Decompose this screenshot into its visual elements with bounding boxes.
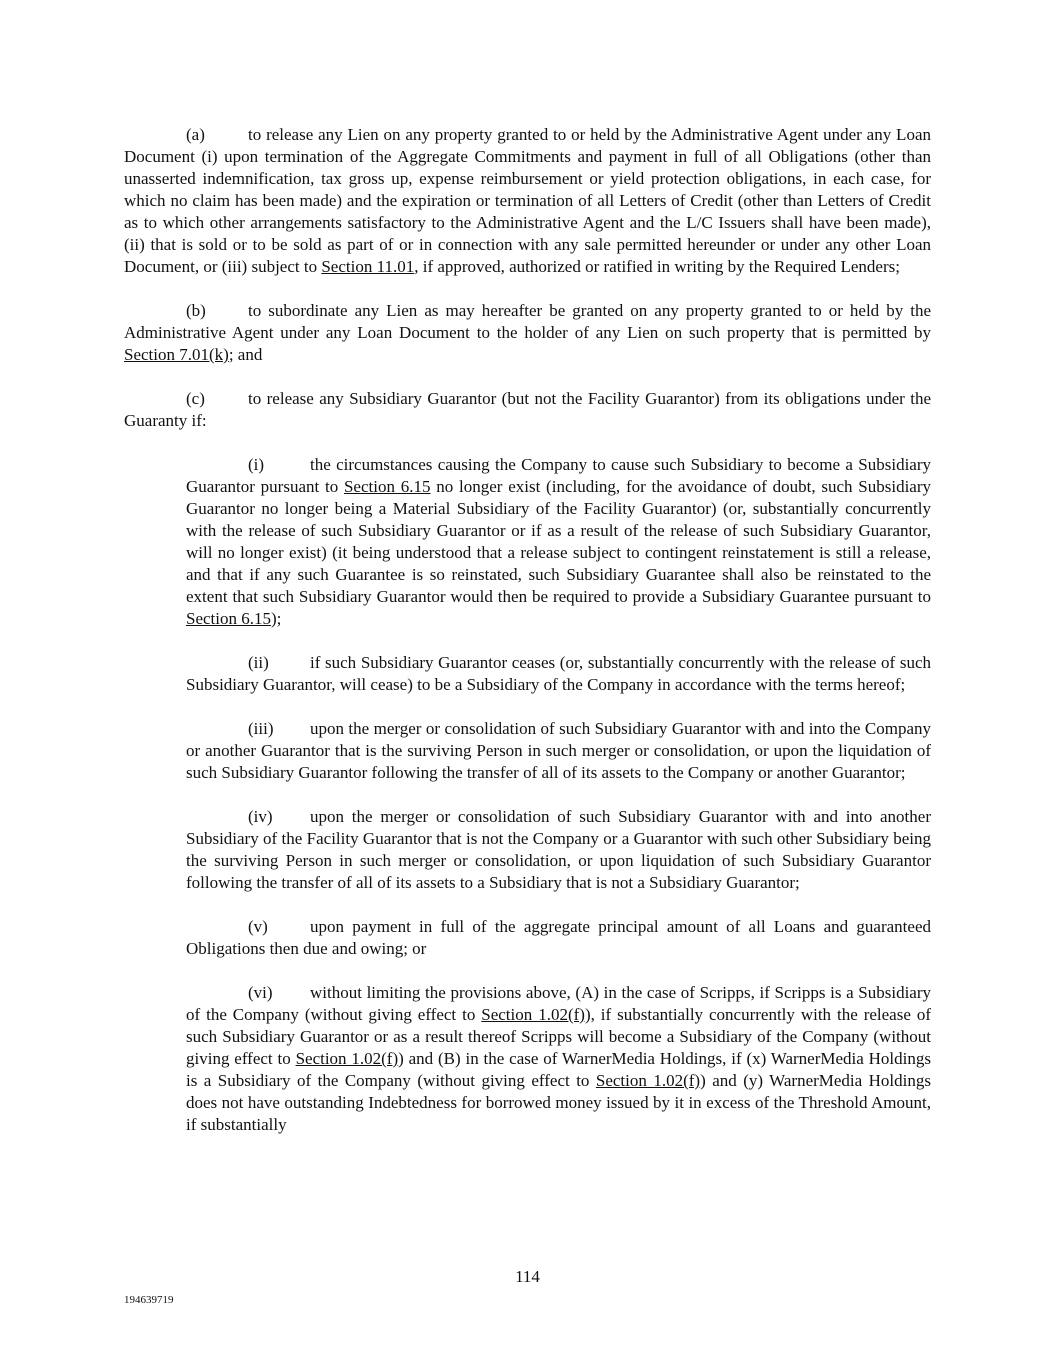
clause-text: ); bbox=[271, 609, 282, 628]
clause-text: no longer exist (including, for the avoidance of doubt, such Subsidiary Guarantor no longer being a Material Subsidiary of the Facility Guarantor) (or, substantially concurrently with the release of such Subsidiary Guarantor or if as a result of the release of such Subsidiary Guarantor, will no longer exist) (it being understood that a release subject to contingent reinstatement is still a release, and that if any such Guarantee is so reinstated, such Subsidiary Guarantee shall also be reinstated to the extent that such Subsidiary Guarantor would then be required to provide a Subsidiary Guarantee pursuant to bbox=[186, 477, 932, 606]
clause-text: the circumstances causing the Company to cause such Subsidiary to become a Subsidiary Guarantor pursuant to bbox=[186, 455, 931, 496]
subclause-ii bbox=[186, 652, 931, 696]
clause-label: (ii) bbox=[248, 653, 269, 672]
clause-text: upon the merger or consolidation of such Subsidiary Guarantor with and into another Subsidiary of the Facility Guarantor that is not the Company or a Guarantor with such other Subsidiary being the surviving Person in such merger or consolidation, or upon liquidation of such Subsidiary Guarantor following the transfer of all of its assets to a Subsidiary that is not a Subsidiary Guarantor; bbox=[186, 807, 931, 892]
clause-label: (vi) bbox=[248, 983, 273, 1002]
clause-label: (c) bbox=[186, 389, 205, 408]
clause-text: upon the merger or consolidation of such Subsidiary Guarantor with and into the Company or another Guarantor that is the surviving Person in such merger or consolidation, or upon the liquidation of such Subsidiary Guarantor following the transfer of all of its assets to the Company or another Guarantor; bbox=[186, 719, 931, 782]
page-number: 114 bbox=[515, 1267, 540, 1286]
subclause-i bbox=[186, 454, 931, 630]
subclause-iv bbox=[186, 806, 931, 894]
document-body bbox=[124, 124, 931, 1158]
document-id: 194639719 bbox=[124, 1294, 174, 1306]
clause-text: if such Subsidiary Guarantor ceases (or, substantially concurrently with the release of such Subsidiary Guarantor, will cease) to be a Subsidiary of the Company in accordance with the terms hereof; bbox=[186, 653, 931, 694]
subclause-v bbox=[186, 916, 931, 960]
subclause-iii bbox=[186, 718, 931, 784]
subclause-vi bbox=[186, 982, 931, 1136]
clause-label: (b) bbox=[186, 301, 206, 320]
clause-label: (v) bbox=[248, 917, 268, 936]
clause-text: ; and bbox=[228, 345, 263, 364]
clause-text: ) and (B) in the case of WarnerMedia Holdings, if (x) WarnerMedia Holdings is a Subsidiary of the Company (without giving effect to bbox=[186, 1049, 931, 1090]
clause-label: (iii) bbox=[248, 719, 274, 738]
clause-label: (i) bbox=[248, 455, 265, 474]
clause-text: ) and (y) WarnerMedia Holdings does not have outstanding Indebtedness for borrowed money issued by it in excess of the Threshold Amount, if substantially bbox=[186, 1071, 931, 1134]
clause-label: (iv) bbox=[248, 807, 273, 826]
section-reference-link[interactable]: Section 6.15 bbox=[186, 609, 271, 628]
section-reference-link[interactable]: Section 11.01 bbox=[321, 257, 415, 276]
clause-text: without limiting the provisions above, (A) in the case of Scripps, if Scripps is a Subsidiary of the Company (without giving effect to bbox=[186, 983, 931, 1024]
clause-text: to release any Subsidiary Guarantor (but not the Facility Guarantor) from its obligations under the Guaranty if: bbox=[124, 389, 931, 430]
section-reference-link[interactable]: Section 6.15 bbox=[343, 477, 431, 496]
section-reference-link[interactable]: Section 1.02(f) bbox=[481, 1005, 585, 1024]
clause-text: to release any Lien on any property granted to or held by the Administrative Agent under any Loan Document (i) upon termination of the Aggregate Commitments and payment in full of all Obligations (other than unasserted indemnification, tax gross up, expense reimbursement or yield protection obligations, in each case, for which no claim has been made) and the expiration or termination of all Letters of Credit (other than Letters of Credit as to which other arrangements satisfactory to the Administrative Agent and the L/C Issuers shall have been made), (ii) that is sold or to be sold as part of or in connection with any sale permitted hereunder or under any other Loan Document, or (iii) subject to bbox=[124, 125, 931, 276]
clause-b bbox=[124, 300, 931, 366]
section-reference-link[interactable]: Section 1.02(f) bbox=[595, 1071, 701, 1090]
clause-text: to subordinate any Lien as may hereafter be granted on any property granted to or held by the Administrative Agent under any Loan Document to the holder of any Lien on such property that is permitted by bbox=[124, 301, 931, 342]
clause-text: , if approved, authorized or ratified in writing by the Required Lenders; bbox=[414, 257, 900, 276]
section-reference-link[interactable]: Section 7.01(k) bbox=[124, 345, 229, 364]
clause-label: (a) bbox=[186, 125, 205, 144]
clause-text: upon payment in full of the aggregate principal amount of all Loans and guaranteed Obligations then due and owing; or bbox=[186, 917, 931, 958]
clause-c bbox=[124, 388, 931, 432]
section-reference-link[interactable]: Section 1.02(f) bbox=[295, 1049, 399, 1068]
clause-text: ), if substantially concurrently with the release of such Subsidiary Guarantor or as a result thereof Scripps will become a Subsidiary of the Company (without giving effect to bbox=[186, 1005, 931, 1068]
clause-a bbox=[124, 124, 931, 278]
